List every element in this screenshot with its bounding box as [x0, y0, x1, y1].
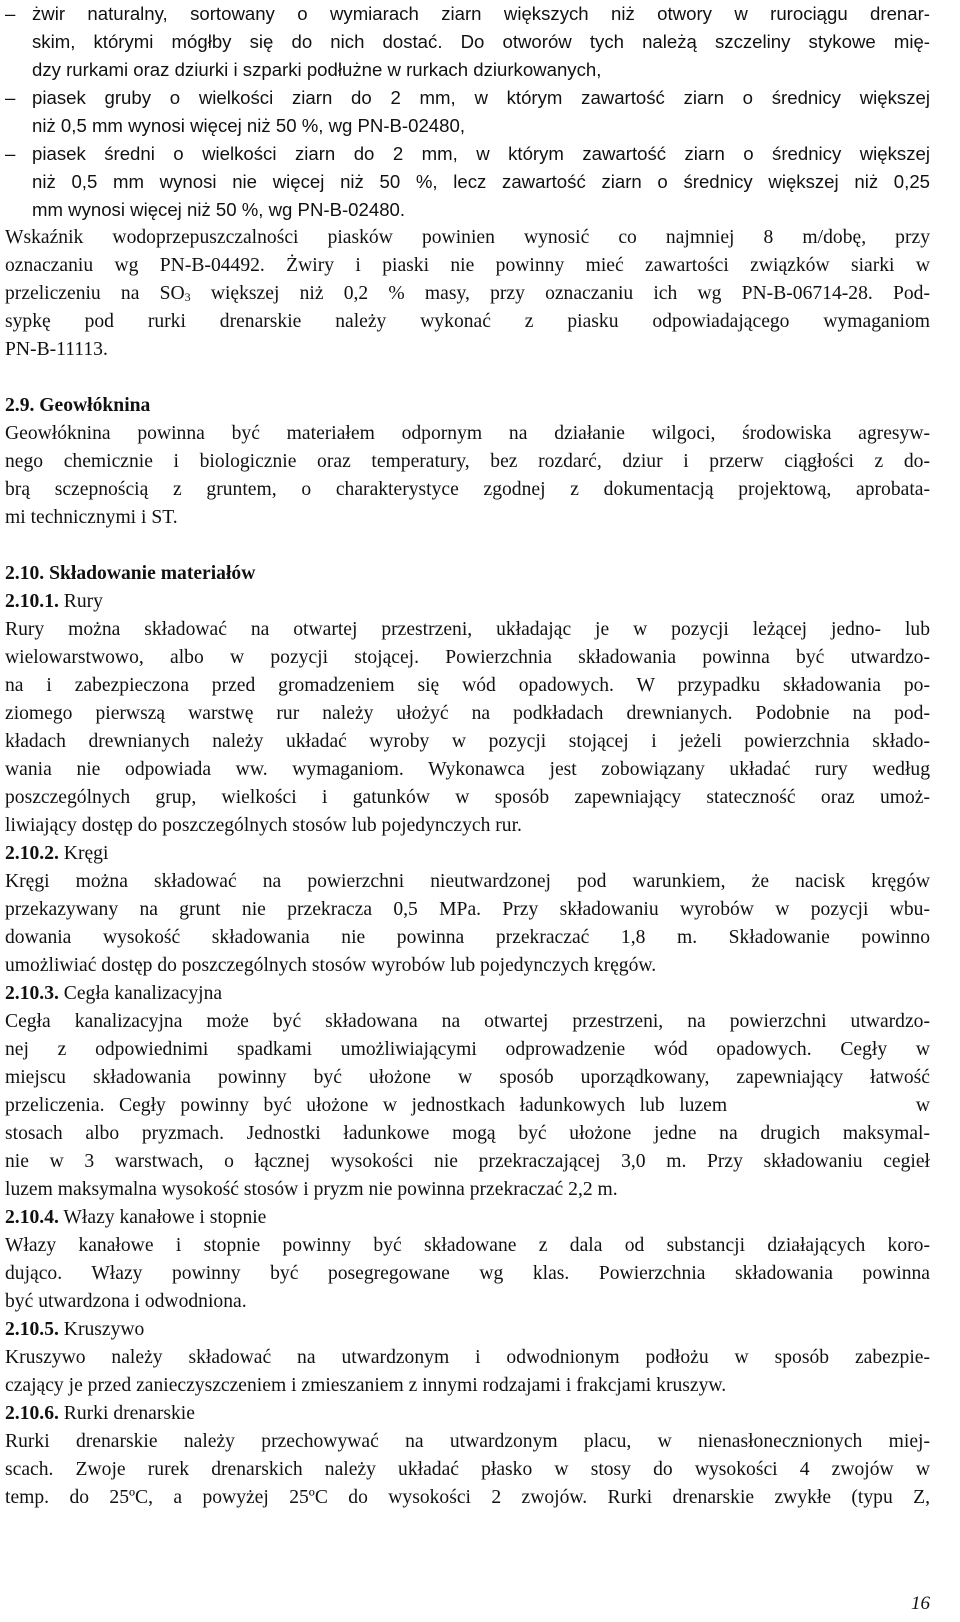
text-line: sypkę pod rurki drenarskie należy wykonać z piasku odpowiadającego wymaganiom [5, 311, 930, 332]
text-line: temp. do 25ºC, a powyżej 25ºC do wysokości 2 zwojów. Rurki drenarskie zwykłe (typu Z, [5, 1487, 930, 1508]
subsection-title: Rury [58, 591, 103, 612]
text-line: być utwardzona i odwodniona. [5, 1291, 247, 1312]
subsection-number: 2.10.2. [5, 843, 59, 864]
subsection-heading [5, 1204, 930, 1232]
bullet-item-coarse-sand [5, 84, 930, 140]
section-2-9 [5, 392, 930, 532]
text-line: oznaczaniu wg PN-B-04492. Żwiry i piaski nie powinny mieć zawartości związków siarki w [5, 255, 930, 276]
text-line: stosach albo pryzmach. Jednostki ładunkowe mogą być ułożone jedne na drugich maksymal- [5, 1123, 930, 1144]
text-line: Wskaźnik wodoprzepuszczalności piasków powinien wynosić co najmniej 8 m/dobę, przy [5, 227, 930, 248]
bullet-line: niż 0,5 mm wynosi nie więcej niż 50 %, lecz zawartość ziarn o średnicy większej niż 0,25 [32, 171, 930, 192]
text-line: nej z odpowiednimi spadkami umożliwiającymi odprowadzenie wód opadowych. Cegły w [5, 1039, 930, 1060]
bullet-line: mm wynosi więcej niż 50 %, wg PN-B-02480. [32, 199, 406, 220]
text-fragment: większej niż 0,2 % masy, przy oznaczaniu ich wg PN-B-06714-28. Pod- [190, 283, 930, 304]
text-line: kładach drewnianych należy układać wyroby w pozycji stojącej i jeżeli powierzchnia składo- [5, 731, 930, 752]
text-line: PN-B-11113. [5, 339, 108, 360]
text-line: wielowarstwowo, albo w pozycji stojącej. Powierzchnia składowania powinna być utwardzo- [5, 647, 930, 668]
spacer [5, 364, 930, 392]
subsection-title: Kręgi [58, 843, 109, 864]
bullet-line: żwir naturalny, sortowany o wymiarach ziarn większych niż otwory w rurociągu drenar- [32, 3, 930, 24]
subsection-2-10-3 [5, 980, 930, 1204]
section-2-10 [5, 560, 930, 1512]
document-page [5, 0, 930, 1512]
text-line: Rury można składować na otwartej przestrzeni, układając je w pozycji leżącej jedno- lub [5, 619, 930, 640]
bullet-line: dzy rurkami oraz dziurki i szparki podłużne w rurkach dziurkowanych, [32, 59, 602, 80]
text-line [5, 280, 930, 308]
aggregate-bullet-list [5, 0, 930, 224]
bullet-line: piasek gruby o wielkości ziarn do 2 mm, w którym zawartość ziarn o średnicy większej [32, 87, 930, 108]
text-line: Cegła kanalizacyjna może być składowana na otwartej przestrzeni, na powierzchni utwardzo- [5, 1011, 930, 1032]
text-line: umożliwiać dostęp do poszczególnych stosów wyrobów lub pojedynczych kręgów. [5, 955, 657, 976]
text-line: wania nie odpowiada ww. wymaganiom. Wykonawca jest zobowiązany układać rury według [5, 759, 930, 780]
bullet-line: niż 0,5 mm wynosi więcej niż 50 %, wg PN-B-02480, [32, 115, 465, 136]
text-line: brą sczepnością z gruntem, o charakterystyce zgodnej z dokumentacją projektową, aprobata- [5, 479, 930, 500]
sand-requirements-paragraph [5, 224, 930, 364]
text-fragment: przeliczeniu na SO [5, 283, 185, 304]
subsection-number: 2.10.5. [5, 1319, 59, 1340]
subsection-number: 2.10.1. [5, 591, 59, 612]
dash-marker: – [5, 87, 16, 108]
bullet-item-gravel [5, 0, 930, 84]
section-heading: 2.10. Składowanie materiałów [5, 563, 256, 584]
subsection-title: Cegła kanalizacyjna [58, 983, 223, 1004]
subsection-2-10-1 [5, 588, 930, 840]
subsection-heading [5, 1400, 930, 1428]
subscript-3: 3 [184, 290, 191, 304]
bullet-line: skim, którymi mógłby się do nich dostać. Do otworów tych należą szczeliny stykowe mię- [32, 31, 930, 52]
text-line: luzem maksymalna wysokość stosów i pryzm nie powinna przekraczać 2,2 m. [5, 1179, 618, 1200]
text-line: poszczególnych grup, wielkości i gatunków w sposób zapewniający stateczność oraz umoż- [5, 787, 930, 808]
spacer [5, 532, 930, 560]
subsection-heading [5, 980, 930, 1008]
dash-marker: – [5, 3, 16, 24]
text-line: Włazy kanałowe i stopnie powinny być składowane z dala od substancji działających koro- [5, 1235, 930, 1256]
text-line: Rurki drenarskie należy przechowywać na utwardzonym placu, w nienasłonecznionych miej- [5, 1431, 930, 1452]
subsection-title: Włazy kanałowe i stopnie [58, 1207, 267, 1228]
text-line: przekazywany na grunt nie przekracza 0,5 MPa. Przy składowaniu wyrobów w pozycji wbu- [5, 899, 930, 920]
subsection-2-10-2 [5, 840, 930, 980]
bullet-item-medium-sand [5, 140, 930, 224]
text-line: dowania wysokość składowania nie powinna przekraczać 1,8 m. Składowanie powinno [5, 927, 930, 948]
subsection-title: Kruszywo [58, 1319, 145, 1340]
subsection-2-10-5 [5, 1316, 930, 1400]
text-line: przeliczenia. Cegły powinny być ułożone w jednostkach ładunkowych lub luzem w [5, 1095, 930, 1116]
subsection-heading [5, 588, 930, 616]
subsection-2-10-4 [5, 1204, 930, 1316]
subsection-number: 2.10.3. [5, 983, 59, 1004]
text-line: dująco. Włazy powinny być posegregowane wg klas. Powierzchnia składowania powinna [5, 1263, 930, 1284]
text-line: Kruszywo należy składować na utwardzonym i odwodnionym podłożu w sposób zabezpie- [5, 1347, 930, 1368]
text-line: liwiający dostęp do poszczególnych stosów lub pojedynczych rur. [5, 815, 522, 836]
dash-marker: – [5, 143, 16, 164]
section-heading: 2.9. Geowłóknina [5, 395, 151, 416]
subsection-number: 2.10.4. [5, 1207, 59, 1228]
page-number: 16 [911, 1593, 930, 1614]
text-line: scach. Zwoje rurek drenarskich należy układać płasko w stosy do wysokości 4 zwojów w [5, 1459, 930, 1480]
text-line: nego chemicznie i biologicznie oraz temperatury, bez rozdarć, dziur i przerw ciągłości z do- [5, 451, 930, 472]
text-line: Geowłóknina powinna być materiałem odpornym na działanie wilgoci, środowiska agresyw- [5, 423, 930, 444]
text-line: czający je przed zanieczyszczeniem i zmieszaniem z innymi rodzajami i frakcjami kruszyw. [5, 1375, 727, 1396]
subsection-2-10-6 [5, 1400, 930, 1512]
subsection-number: 2.10.6. [5, 1403, 59, 1424]
text-line: ziomego pierwszą warstwę rur należy ułożyć na podkładach drewnianych. Podobnie na pod- [5, 703, 930, 724]
subsection-title: Rurki drenarskie [58, 1403, 195, 1424]
text-line: na i zabezpieczona przed gromadzeniem się wód opadowych. W przypadku składowania po- [5, 675, 930, 696]
subsection-heading [5, 840, 930, 868]
text-line: nie w 3 warstwach, o łącznej wysokości nie przekraczającej 3,0 m. Przy składowaniu cegieł [5, 1151, 930, 1172]
text-line: Kręgi można składować na powierzchni nieutwardzonej pod warunkiem, że nacisk kręgów [5, 871, 930, 892]
text-line: mi technicznymi i ST. [5, 507, 178, 528]
text-line: miejscu składowania powinny być ułożone w sposób uporządkowany, zapewniający łatwość [5, 1067, 930, 1088]
bullet-line: piasek średni o wielkości ziarn do 2 mm, w którym zawartość ziarn o średnicy większej [32, 143, 930, 164]
subsection-heading [5, 1316, 930, 1344]
